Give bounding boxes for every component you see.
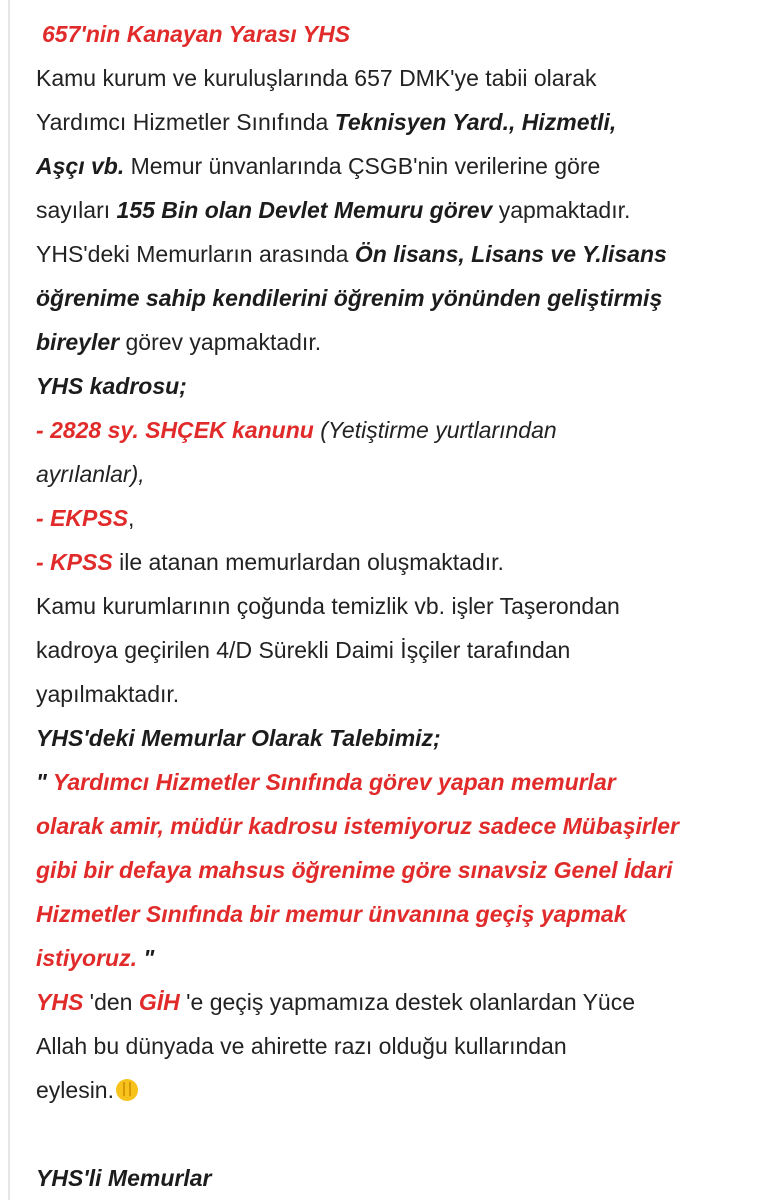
paragraph-intro-line-6: öğrenime sahip kendilerini öğrenim yönünden geliştirmiş xyxy=(36,285,663,311)
paragraph-intro-line-2 xyxy=(36,100,741,144)
text: 'den xyxy=(83,989,139,1015)
talep-heading: YHS'deki Memurlar Olarak Talebimiz; xyxy=(36,725,441,751)
list-dash: - xyxy=(36,549,51,575)
text: Memur ünvanlarında ÇSGB'nin verilerine göre xyxy=(124,153,601,179)
bold-text: 155 Bin olan Devlet Memuru görev xyxy=(116,197,493,223)
text: , xyxy=(128,505,135,531)
talep-line-1 xyxy=(36,760,741,804)
kadro-item-1 xyxy=(36,408,741,452)
text: eylesin. xyxy=(36,1077,114,1103)
highlight-text: YHS xyxy=(36,989,84,1015)
text: Kamu kurum ve kuruluşlarında 657 DMK'ye tabii olarak xyxy=(36,65,597,91)
paragraph-taseron-line-2: kadroya geçirilen 4/D Sürekli Daimi İşçiler tarafından xyxy=(36,637,571,663)
bold-text: Teknisyen Yard., Hizmetli, xyxy=(334,109,617,135)
highlight-text: EKPSS xyxy=(50,505,129,531)
blank-line xyxy=(36,1112,741,1156)
text: yapmaktadır. xyxy=(492,197,631,223)
paragraph-intro-line-1 xyxy=(36,56,741,100)
signature: YHS'li Memurlar xyxy=(36,1165,212,1191)
talep-line-3: gibi bir defaya mahsus öğrenime göre sınavsiz Genel İdari xyxy=(36,857,673,883)
text: ile atanan memurlardan oluşmaktadır. xyxy=(112,549,504,575)
quote-mark: " xyxy=(36,769,53,795)
text: sayıları xyxy=(36,197,117,223)
kadro-heading: YHS kadrosu; xyxy=(36,373,187,399)
text: görev yapmaktadır. xyxy=(119,329,322,355)
paragraph-intro-line-5 xyxy=(36,232,741,276)
paragraph-intro-line-4 xyxy=(36,188,741,232)
paragraph-intro-line-7 xyxy=(36,320,741,364)
highlight-text: GİH xyxy=(138,989,180,1015)
praying-hands-icon xyxy=(116,1079,138,1101)
post-title: 657'nin Kanayan Yarası YHS xyxy=(42,21,351,47)
quote-mark: " xyxy=(136,945,155,971)
closing-line-3 xyxy=(36,1068,741,1112)
closing-line-2: Allah bu dünyada ve ahirette razı olduğu kullarından xyxy=(36,1033,567,1059)
paragraph-intro-line-3 xyxy=(36,144,741,188)
kadro-item-1-continued: ayrılanlar), xyxy=(36,461,145,487)
bold-text: Aşçı vb. xyxy=(36,153,125,179)
bold-text: bireyler xyxy=(36,329,120,355)
post-body xyxy=(36,12,741,1200)
talep-line-4: Hizmetler Sınıfında bir memur ünvanına geçiş yapmak xyxy=(36,901,627,927)
highlight-text: istiyoruz. xyxy=(36,945,137,971)
left-border xyxy=(8,0,10,1200)
text: Yardımcı Hizmetler Sınıfında xyxy=(36,109,335,135)
text: YHS'deki Memurların arasında xyxy=(36,241,355,267)
text: (Yetiştirme yurtlarından xyxy=(313,417,557,443)
paragraph-taseron-line-1: Kamu kurumlarının çoğunda temizlik vb. işler Taşerondan xyxy=(36,593,620,619)
paragraph-taseron-line-3: yapılmaktadır. xyxy=(36,681,180,707)
talep-line-5 xyxy=(36,936,741,980)
highlight-text: Yardımcı Hizmetler Sınıfında görev yapan memurlar xyxy=(52,769,616,795)
list-dash: - xyxy=(36,505,51,531)
bold-text: Ön lisans, Lisans ve Y.lisans xyxy=(354,241,667,267)
kadro-item-3 xyxy=(36,540,741,584)
kadro-item-2 xyxy=(36,496,741,540)
talep-line-2: olarak amir, müdür kadrosu istemiyoruz sadece Mübaşirler xyxy=(36,813,679,839)
text: 'e geçiş yapmamıza destek olanlardan Yüce xyxy=(179,989,636,1015)
highlight-text: 2828 sy. SHÇEK kanunu xyxy=(50,417,314,443)
list-dash: - xyxy=(36,417,51,443)
closing-line-1 xyxy=(36,980,741,1024)
highlight-text: KPSS xyxy=(50,549,113,575)
